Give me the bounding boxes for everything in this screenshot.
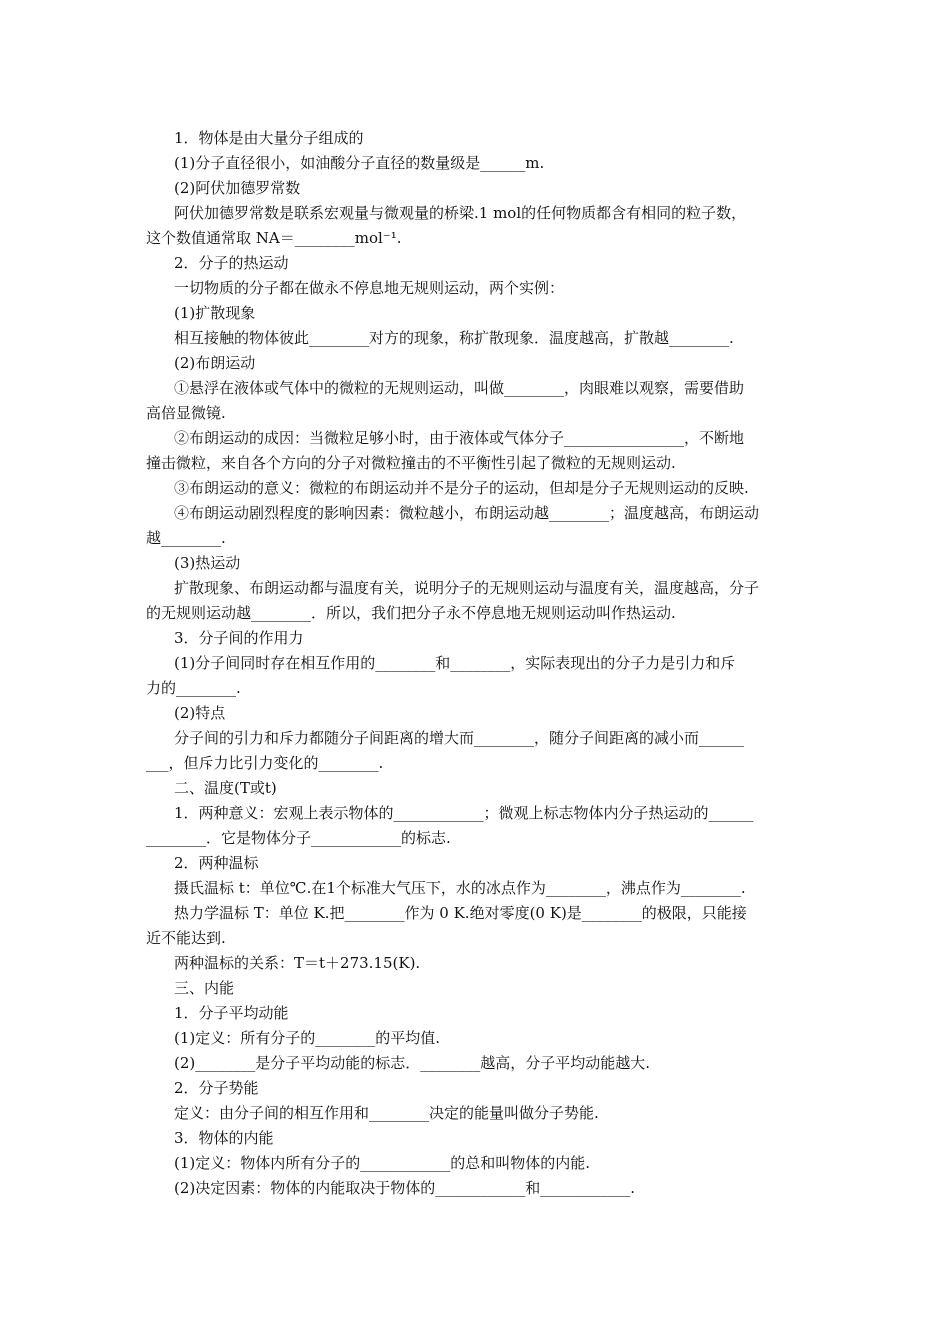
text-line: 3．物体的内能 xyxy=(174,1129,274,1147)
text-line: ________．它是物体分子____________的标志. xyxy=(146,829,451,847)
text-line: (2)决定因素：物体的内能取决于物体的____________和____________. xyxy=(174,1179,636,1197)
text-line: 高倍显微镜. xyxy=(146,404,226,422)
text-line: (2)布朗运动 xyxy=(174,354,256,372)
text-line: 三、内能 xyxy=(174,979,235,997)
text-line: (2)________是分子平均动能的标志．________越高，分子平均动能越大. xyxy=(174,1054,651,1072)
text-line: ④布朗运动剧烈程度的影响因素：微粒越小，布朗运动越________；温度越高，布朗运动 xyxy=(174,504,760,522)
text-line: 3．分子间的作用力 xyxy=(174,629,304,647)
text-line: 相互接触的物体彼此________对方的现象，称扩散现象．温度越高，扩散越________. xyxy=(174,329,734,347)
text-line: 二、温度(T或t) xyxy=(174,779,277,797)
text-line: 力的________. xyxy=(146,679,241,697)
text-line: 阿伏加德罗常数是联系宏观量与微观量的桥梁.1 mol的任何物质都含有相同的粒子数， xyxy=(174,204,747,222)
text-line: 1．物体是由大量分子组成的 xyxy=(174,129,364,147)
text-line: (1)定义：物体内所有分子的____________的总和叫物体的内能. xyxy=(174,1154,591,1172)
text-line: (2)阿伏加德罗常数 xyxy=(174,179,301,197)
text-line: 分子间的引力和斥力都随分子间距离的增大而________，随分子间距离的减小而______ xyxy=(174,729,745,747)
text-line: (1)分子直径很小，如油酸分子直径的数量级是______m. xyxy=(174,154,545,172)
text-line: 两种温标的关系：T＝t＋273.15(K). xyxy=(174,954,421,972)
text-line: 近不能达到. xyxy=(146,929,226,947)
text-line: 2．分子势能 xyxy=(174,1079,259,1097)
text-line: (1)定义：所有分子的________的平均值. xyxy=(174,1029,441,1047)
text-line: 摄氏温标 t：单位℃.在1个标准大气压下，水的冰点作为________，沸点作为________. xyxy=(174,879,746,897)
text-line: ①悬浮在液体或气体中的微粒的无规则运动，叫做________，肉眼难以观察，需要借助 xyxy=(174,379,745,397)
text-line: (3)热运动 xyxy=(174,554,241,572)
text-line: (1)扩散现象 xyxy=(174,304,256,322)
text-line: 的无规则运动越________．所以，我们把分子永不停息地无规则运动叫作热运动. xyxy=(146,604,676,622)
text-line: (1)分子间同时存在相互作用的________和________，实际表现出的分子力是引力和斥 xyxy=(174,654,736,672)
text-line: 2．两种温标 xyxy=(174,854,259,872)
text-line: 一切物质的分子都在做永不停息地无规则运动，两个实例： xyxy=(174,279,565,297)
text-line: 热力学温标 T：单位 K.把________作为 0 K.绝对零度(0 K)是________的极限，只能接 xyxy=(174,904,747,922)
text-line: ③布朗运动的意义：微粒的布朗运动并不是分子的运动，但却是分子无规则运动的反映. xyxy=(174,479,749,497)
text-line: 1．分子平均动能 xyxy=(174,1004,289,1022)
text-line: 定义：由分子间的相互作用和________决定的能量叫做分子势能. xyxy=(174,1104,599,1122)
text-line: ___，但斥力比引力变化的________. xyxy=(146,754,384,772)
text-line: 1．两种意义：宏观上表示物体的____________；微观上标志物体内分子热运动的______ xyxy=(174,804,754,822)
text-line: 这个数值通常取 NA＝________mol⁻¹. xyxy=(146,229,402,247)
text-line: ②布朗运动的成因：当微粒足够小时，由于液体或气体分子________________，不断地 xyxy=(174,429,745,447)
text-line: (2)特点 xyxy=(174,704,226,722)
text-line: 越________. xyxy=(146,529,226,547)
text-line: 撞击微粒，来自各个方向的分子对微粒撞击的不平衡性引起了微粒的无规则运动. xyxy=(146,454,676,472)
text-line: 扩散现象、布朗运动都与温度有关，说明分子的无规则运动与温度有关，温度越高，分子 xyxy=(174,579,760,597)
text-line: 2．分子的热运动 xyxy=(174,254,289,272)
